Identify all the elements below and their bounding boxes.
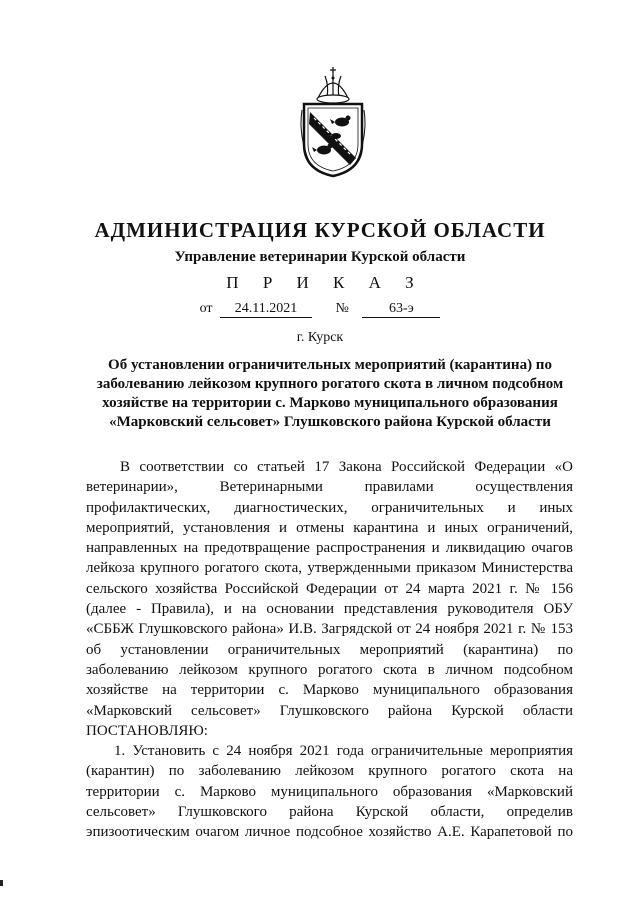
body-line-resolve: ПОСТАНОВЛЯЮ: xyxy=(86,722,208,739)
order-date: 24.11.2021 xyxy=(220,301,312,318)
body-line: сельского хозяйства Российской Федерации от 24 марта 2021 г. № 156 xyxy=(86,580,573,597)
body-line: 1. Установить с 24 ноября 2021 года ограничительные мероприятия xyxy=(114,743,573,760)
body-line: ветеринарии», Ветеринарными правилами осуществления xyxy=(86,479,573,496)
body-line: В соответствии со статьей 17 Закона Российской Федерации «О xyxy=(120,459,573,475)
heading-line: Об установлении ограничительных мероприятий (карантина) по xyxy=(108,357,552,373)
number-prefix: № xyxy=(335,301,349,316)
body-line: (карантин) по заболеванию лейкозом крупного рогатого скота на xyxy=(86,763,573,780)
department-subtitle: Управление ветеринарии Курской области xyxy=(174,249,466,265)
body-line: хозяйстве на территории с. Марково муниципального образования xyxy=(86,682,573,699)
body-line: территории с. Марково муниципального образования «Марковский xyxy=(86,783,573,800)
heading-line: заболеванию лейкозом крупного рогатого скота в личном подсобном xyxy=(96,376,564,392)
organization-title: АДМИНИСТРАЦИЯ КУРСКОЙ ОБЛАСТИ xyxy=(94,218,546,242)
body-line: заболеванию лейкозом крупного рогатого скота в личном подсобном xyxy=(86,661,573,678)
scan-mark xyxy=(0,880,3,886)
body-line: (далее - Правила), и на основании представления руководителя ОБУ xyxy=(86,601,573,618)
body-line: «СББЖ Глушковского района» И.В. Загрядской от 24 ноября 2021 г. № 153 xyxy=(86,621,573,638)
body-line: эпизоотическим очагом личное подсобное хозяйство А.Е. Карапетовой по xyxy=(86,824,573,841)
body-line: лейкоза крупного рогатого скота, утвержденными приказом Министерства xyxy=(86,560,573,577)
date-number-line xyxy=(0,301,640,318)
document-type: П Р И К А З xyxy=(226,273,424,292)
coat-of-arms-icon xyxy=(296,66,370,178)
body-line: профилактических, диагностических, ограничительных и иных xyxy=(86,499,573,516)
heading-line: «Марковский сельсовет» Глушковского района Курской области xyxy=(109,414,551,430)
city: г. Курск xyxy=(296,330,344,345)
body-line: об установлении ограничительных мероприятий (карантина) по xyxy=(86,641,573,658)
order-number: 63-э xyxy=(362,301,440,318)
body-line: направленных на предотвращение распространения и ликвидацию очагов xyxy=(86,540,573,557)
body-line: сельсовет» Глушковского района Курской области, определив xyxy=(86,804,573,821)
date-prefix: от xyxy=(199,301,213,316)
body-line: «Марковский сельсовет» Глушковского района Курской области xyxy=(86,702,573,719)
body-line: мероприятий, установления и отмены карантина и иных ограничений, xyxy=(86,519,573,536)
order-heading xyxy=(90,356,570,432)
order-body xyxy=(86,457,573,843)
heading-line: хозяйстве на территории с. Марково муниципального образования xyxy=(102,395,558,411)
